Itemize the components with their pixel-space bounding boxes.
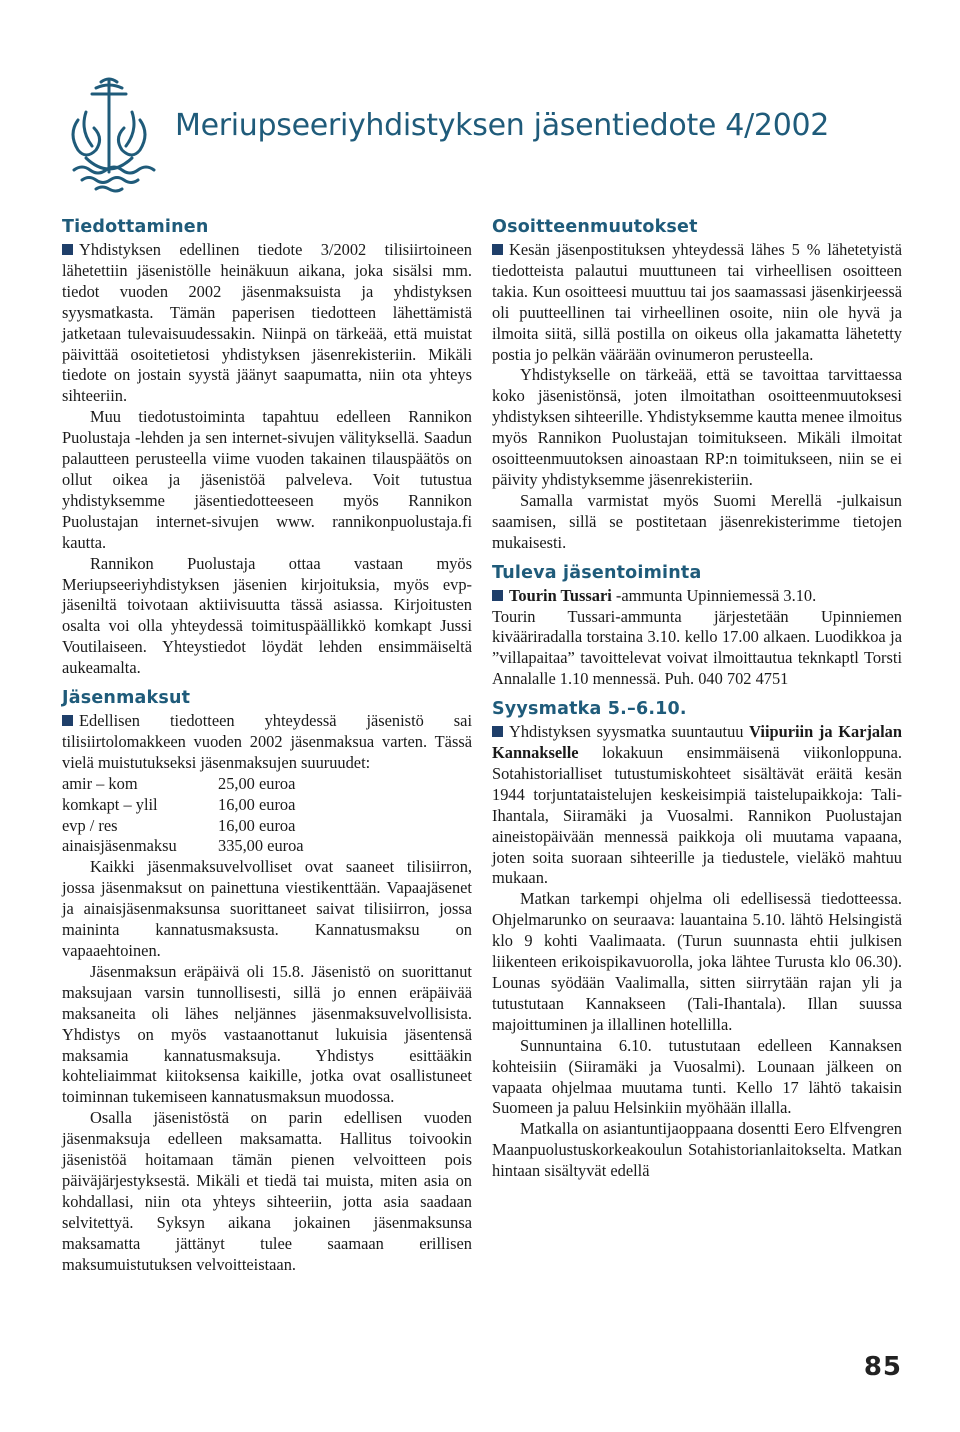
- anchor-crown-emblem-icon: [56, 76, 162, 194]
- paragraph: Yhdistykselle on tärkeää, että se tavoittaa tarvittaessa koko jäsenistönsä, joten ilmoitathan osoitteenmuutoksesi yhdistyksen sihteerille. Yhdistyksemme kautta menee ilmoitus myös Rannikon Puolustajan toimitukseen. Mikäli ilmoitat osoitteenmuutoksen ainoastaan RP:n toimitukseen, niin se ei päivity yhdistyksemme jäsenrekisteriin.: [492, 365, 902, 489]
- paragraph: Osalla jäsenistöstä on parin edellisen vuoden jäsenmaksuja edelleen maksamatta. Hallitus toivookin jäsenistöä hoitamaan tämän pienen velvoitteen pois päiväjärjestyksestä. Mikäli et tiedä tai muista, miten asia on kohdallasi, niin ota yhteys sihteeriin, jotta asia saadaan selvitettyä. Syksyn aikana jokainen jäsenmaksunsa maksamatta jättänyt tulee saamaan erillisen maksumuistutuksen velvoitteistaan.: [62, 1108, 472, 1274]
- paragraph: Kaikki jäsenmaksuvelvolliset ovat saaneet tilisiirron, jossa jäsenmaksut on painettuna viestikenttään. Vapaajäsenet ja ainaisjäsenmaksunsa suorittaneet saivat tilisiirron, jossa maininta kannatusmaksusta. Kannatusmaksu on vapaaehtoinen.: [62, 857, 472, 960]
- bullet-icon: [492, 244, 503, 255]
- bullet-icon: [492, 590, 503, 601]
- paragraph: Rannikon Puolustaja ottaa vastaan myös Meriupseeriyhdistyksen jäsenien kirjoituksia, myös evp-jäseniltä toivotaan aktiivisuutta tässä asiassa. Kirjoitusten osalta voi olla yhteydessä toimituspäällikkö komkapt Jussi Voutilaiseen. Yhteystiedot löydät lehden ensimmäiseltä aukeamalta.: [62, 553, 472, 678]
- paragraph: Edellisen tiedotteen yhteydessä jäsenistö sai tilisiirtolomakkeen vuoden 2002 jäsenmaksua varten. Tässä vielä muistutukseksi jäsenmaksujen suuruudet:: [62, 711, 472, 772]
- paragraph: Kesän jäsenpostituksen yhteydessä lähes 5 % lähetetyistä tiedotteista palautui muuttuneen tai virheellisen osoitteen takia. Kun osoitteesi muuttuu tai jos saamassasi jäsenkirjeessä oli puutteellinen tai virheellinen osoite, niin ole hyvä ja ilmoita siitä, sillä postilla on oikeus olla jakamatta lähetetty postia jo pelkän väärään ovinumeron perusteella.: [492, 240, 902, 364]
- paragraph: Yhdistyksen edellinen tiedote 3/2002 tilisiirtoineen lähetettiin jäsenistölle heinäkuun aikana, joka sisälsi mm. tiedot vuoden 2002 jäsenmaksuista ja yhdistyksen syysmatkasta. Tämän paperisen tiedotteen lähettämistä jatketaan tulevaisuudessakin. Niinpä on tärkeää, että muistat päivittää osoitetietosi yhdistyksen jäsenrekisteriin. Mikäli tiedote on jostain syystä jäänyt saapumatta, niin ota yhteys sihteeriin.: [62, 240, 472, 406]
- section-heading-jasenmaksut: Jäsenmaksut: [62, 688, 191, 709]
- bullet-icon: [492, 726, 503, 737]
- right-column: [492, 214, 902, 1182]
- page-number: 85: [863, 1352, 902, 1382]
- paragraph: Sunnuntaina 6.10. tutustutaan edelleen Kannaksen kohteisiin (Siiramäki ja Vuosalmi). Lounaan jälkeen on vapaata ohjelmaa muutama tunti. Kello 17 lähtö takaisin Suomeen ja paluu Helsinkiin myöhään illalla.: [492, 1035, 902, 1118]
- paragraph: Matkan tarkempi ohjelma oli edellisessä tiedotteessa. Ohjelmarunko on seuraava: lauantaina 5.10. lähtö Helsingistä klo 9 kohti Vaalimaata. (Turun suunnasta ehtii julkisen liikenteen erikoispikavuorolla, joka lähtee Turusta klo 06.30). Lounas syödään Vaalimalla, sitten siirrytään rajan yli ja tutustutaan Kannakseen (Tali-Ihantala). Illan suussa majoittuminen ja illallinen hotellilla.: [492, 889, 902, 1034]
- bullet-icon: [62, 715, 73, 726]
- fee-row: evp / res 16,00 euroa: [62, 815, 296, 835]
- paragraph: Tourin Tussari -ammunta Upinniemessä 3.10.: [492, 586, 902, 607]
- paragraph: Yhdistyksen syysmatka suuntautuu Viipuriin ja Karjalan Kannakselle lokakuun ensimmäisenä viikonloppuna. Sotahistorialliset tutustumiskohteet sisältävät eräitä kesän 1944 torjuntataistelujen keskeisimpiä taistelupaikkoja: Tali-Ihantala, Siiramäki ja Vuosalmi. Rannikon Puolustajan aineistopäivään mennessä paikkoja oli muutama vapaana, joten soita suoraan sihteerille ja tiedustele, vieläkö mahtuu mukaan.: [492, 722, 902, 888]
- paragraph: Tourin Tussari-ammunta järjestetään Upinniemen kivääriradalla torstaina 3.10. kello 17.00 alkaen. Luodikkoa ja ”villapaitaa” tavoittelevat voivat ilmoittautua teknkaptl Torsti Annalalle 1.10 mennessä. Puh. 040 702 4751: [492, 606, 902, 689]
- section-heading-osoitteenmuutokset: Osoitteenmuutokset: [492, 217, 698, 237]
- paragraph: Matkalla on asiantuntijaoppaana dosentti Eero Elfvengren Maanpuolustuskorkeakoulun Sotahistorianlaitokselta. Matkan hintaan sisältyvät edellä: [492, 1119, 902, 1181]
- fee-row: amir – kom 25,00 euroa: [62, 773, 296, 793]
- fee-row: komkapt – ylil 16,00 euroa: [62, 794, 296, 814]
- section-heading-syysmatka: Syysmatka 5.–6.10.: [492, 699, 687, 720]
- page-title: Meriupseeriyhdistyksen jäsentiedote 4/2002: [175, 108, 830, 143]
- paragraph: Jäsenmaksun eräpäivä oli 15.8. Jäsenistö on suorittanut maksujaan varsin tunnollisesti, sillä jo ennen eräpäivää maksaneita oli lähes neljännes jäsenmaksuvelvollisista. Yhdistys on myös vastaanottanut lukuisia jäsentensä maksamia kannatusmaksuja. Yhdistys esittääkin kohteliaimmat kiitoksensa kaikille, jotka ovat osallistuneet toiminnan tukemiseen kannatusmaksun muodossa.: [62, 961, 472, 1107]
- paragraph: Muu tiedotustoiminta tapahtuu edelleen Rannikon Puolustaja -lehden ja sen internet-sivujen välityksellä. Saadun palautteen perusteella viime vuoden takainen tilauspäätös on ollut oikea ja jäsenistöä palveleva. Voit tutustua yhdistyksemme jäsentiedotteeseen myös Rannikon Puolustajan internet-sivujen www. rannikonpuolustaja.fi kautta.: [62, 407, 472, 552]
- left-column: [62, 214, 472, 1276]
- section-heading-tiedottaminen: Tiedottaminen: [62, 217, 209, 237]
- membership-fee-table: [62, 774, 304, 858]
- section-heading-tuleva-jasentoiminta: Tuleva jäsentoiminta: [492, 562, 702, 583]
- paragraph: Samalla varmistat myös Suomi Merellä -julkaisun saamisen, sillä se postitetaan jäsenrekisterimme tietojen mukaisesti.: [492, 490, 902, 552]
- fee-row: ainaisjäsenmaksu 335,00 euroa: [62, 836, 304, 856]
- bullet-icon: [62, 244, 73, 255]
